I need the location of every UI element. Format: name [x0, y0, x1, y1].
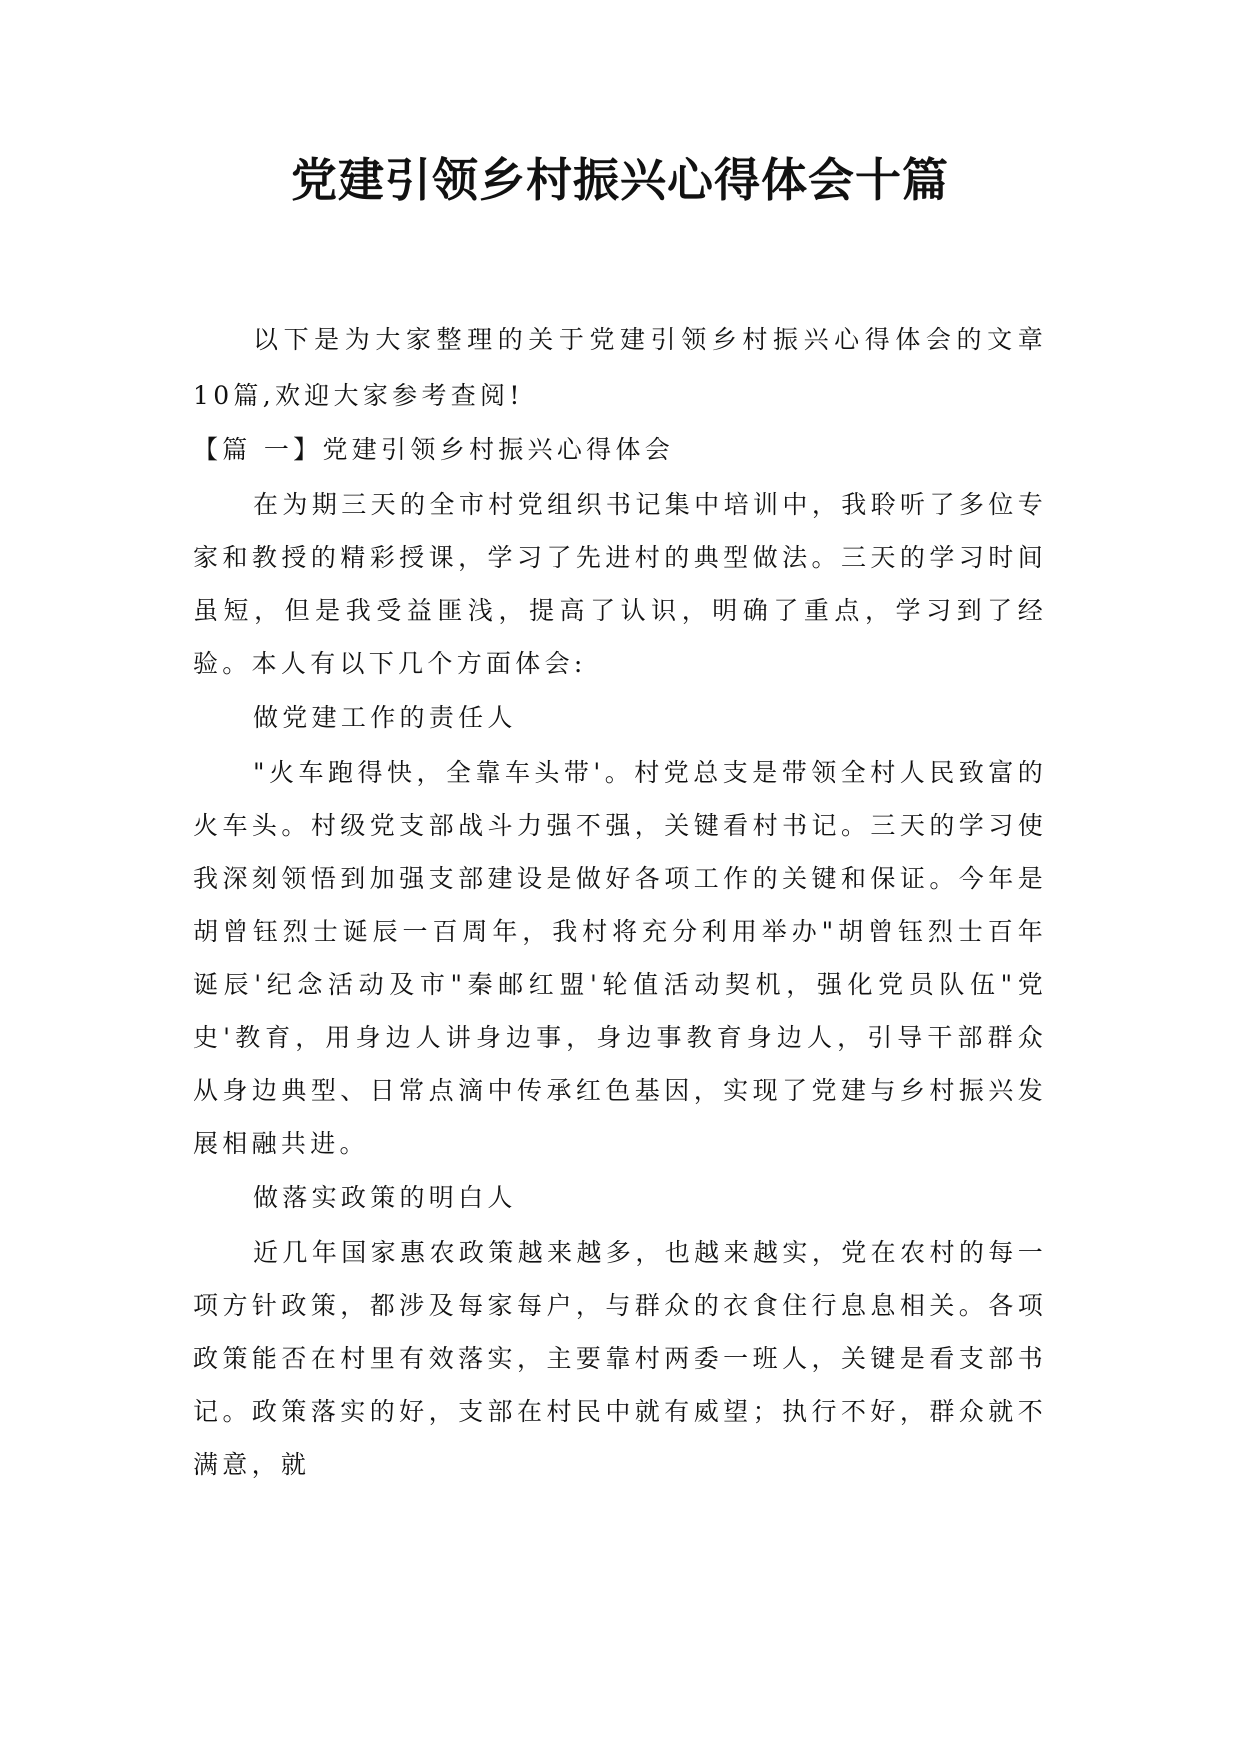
section-heading: 【篇 一】党建引领乡村振兴心得体会	[193, 435, 675, 464]
body-paragraph: 近几年国家惠农政策越来越多，也越来越实，党在农村的每一项方针政策，都涉及每家每户，与群众的衣食住行息息相关。各项政策能否在村里有效落实，主要靠村两委一班人，关键是看支部书记。政策落实的好，支部在村民中就有威望；执行不好，群众就不满意，就	[193, 1238, 1047, 1479]
subheading: 做党建工作的责任人	[253, 703, 517, 732]
body-paragraph: 在为期三天的全市村党组织书记集中培训中，我聆听了多位专家和教授的精彩授课，学习了先进村的典型做法。三天的学习时间虽短，但是我受益匪浅，提高了认识，明确了重点，学习到了经验。本人有以下几个方面体会:	[193, 490, 1047, 678]
subheading: 做落实政策的明白人	[253, 1183, 517, 1212]
body-paragraph: "火车跑得快，全靠车头带'。村党总支是带领全村人民致富的火车头。村级党支部战斗力强不强，关键看村书记。三天的学习使我深刻领悟到加强支部建设是做好各项工作的关键和保证。今年是胡曾钰烈士诞辰一百周年，我村将充分利用举办"胡曾钰烈士百年诞辰'纪念活动及市"秦邮红盟'轮值活动契机，强化党员队伍"党史'教育，用身边人讲身边事，身边事教育身边人，引导干部群众从身边典型、日常点滴中传承红色基因，实现了党建与乡村振兴发展相融共进。	[193, 758, 1047, 1158]
document-body	[193, 312, 1047, 1491]
intro-paragraph: 以下是为大家整理的关于党建引领乡村振兴心得体会的文章10篇,欢迎大家参考查阅!	[193, 325, 1047, 410]
document-title: 党建引领乡村振兴心得体会十篇	[291, 153, 949, 207]
